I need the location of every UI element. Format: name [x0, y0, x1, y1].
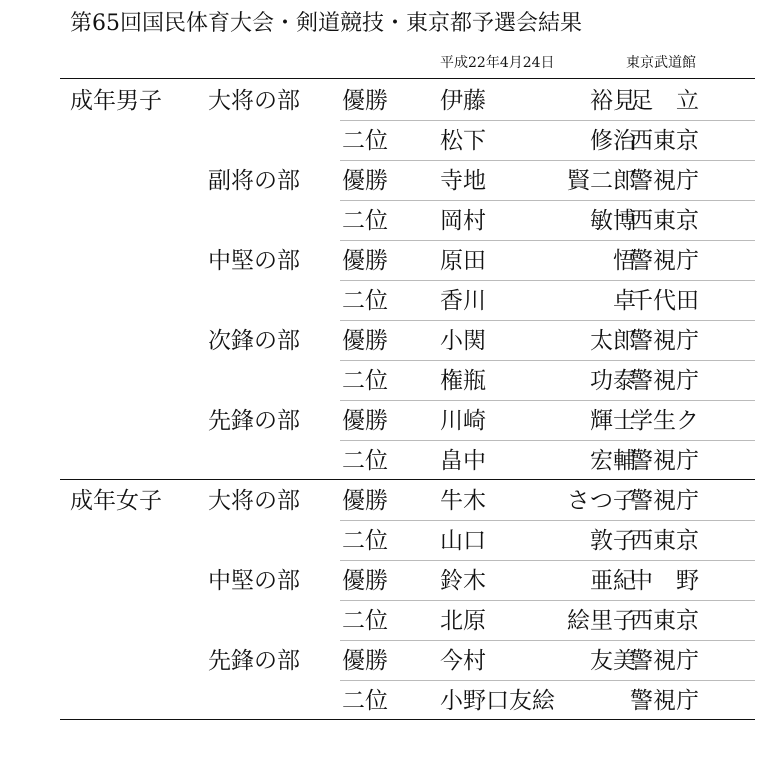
division-label: 副将の部 [208, 168, 300, 194]
result-row [0, 321, 760, 361]
athlete-surname: 権瓶 [440, 368, 486, 394]
athlete-name [440, 281, 636, 321]
athlete-given-name: 絵里子 [567, 608, 636, 634]
team-label: 警視庁 [630, 248, 699, 274]
athlete-name [440, 521, 636, 561]
athlete-given-name: 賢二郎 [567, 168, 636, 194]
athlete-name [440, 121, 636, 161]
athlete-name [440, 641, 636, 681]
division-label: 大将の部 [208, 88, 300, 114]
top-rule [60, 78, 755, 79]
athlete-surname: 寺地 [440, 168, 486, 194]
result-row [0, 81, 760, 121]
athlete-surname: 小野口友絵 [440, 688, 555, 714]
document-title: 第65回国民体育大会・剣道競技・東京都予選会結果 [70, 11, 582, 36]
athlete-name [440, 201, 636, 241]
rank-label: 二位 [342, 608, 388, 634]
category-label: 成年男子 [70, 88, 162, 114]
athlete-name [440, 361, 636, 401]
athlete-surname: 川崎 [440, 408, 486, 434]
athlete-given-name: さつ子 [567, 488, 636, 514]
result-row [0, 161, 760, 201]
rank-label: 優勝 [342, 408, 388, 434]
division-label: 大将の部 [208, 488, 300, 514]
team-label: 警視庁 [630, 488, 699, 514]
division-label: 先鋒の部 [208, 648, 300, 674]
result-row [0, 241, 760, 281]
team-label: 西東京 [630, 608, 699, 634]
division-label: 中堅の部 [208, 248, 300, 274]
athlete-given-name: 友美 [590, 648, 636, 674]
rank-label: 二位 [342, 448, 388, 474]
team-label: 中 野 [630, 568, 699, 594]
result-row [0, 641, 760, 681]
team-label: 警視庁 [630, 168, 699, 194]
team-label: 西東京 [630, 208, 699, 234]
rank-label: 優勝 [342, 248, 388, 274]
rank-label: 二位 [342, 128, 388, 154]
athlete-name [440, 481, 636, 521]
rank-label: 二位 [342, 688, 388, 714]
athlete-name [440, 81, 636, 121]
result-row [0, 281, 760, 321]
athlete-surname: 鈴木 [440, 568, 486, 594]
rank-label: 優勝 [342, 168, 388, 194]
team-label: 西東京 [630, 528, 699, 554]
athlete-given-name: 功泰 [590, 368, 636, 394]
rank-label: 優勝 [342, 88, 388, 114]
athlete-name [440, 601, 636, 641]
athlete-surname: 原田 [440, 248, 486, 274]
athlete-name [440, 441, 636, 481]
athlete-given-name: 亜紀 [590, 568, 636, 594]
category-label: 成年女子 [70, 488, 162, 514]
team-label: 警視庁 [630, 328, 699, 354]
athlete-surname: 今村 [440, 648, 486, 674]
athlete-surname: 岡村 [440, 208, 486, 234]
athlete-given-name: 敏博 [590, 208, 636, 234]
division-label: 中堅の部 [208, 568, 300, 594]
result-row [0, 521, 760, 561]
athlete-name [440, 681, 555, 721]
rank-label: 優勝 [342, 648, 388, 674]
rank-label: 二位 [342, 208, 388, 234]
result-row [0, 121, 760, 161]
athlete-given-name: 悟 [613, 248, 636, 274]
rank-label: 優勝 [342, 328, 388, 354]
team-label: 警視庁 [630, 688, 699, 714]
team-label: 千代田 [630, 288, 699, 314]
event-venue: 東京武道館 [626, 55, 696, 71]
athlete-surname: 松下 [440, 128, 486, 154]
team-label: 警視庁 [630, 368, 699, 394]
division-label: 次鋒の部 [208, 328, 300, 354]
rank-label: 二位 [342, 368, 388, 394]
athlete-name [440, 401, 636, 441]
team-label: 警視庁 [630, 648, 699, 674]
result-row [0, 401, 760, 441]
athlete-given-name: 敦子 [590, 528, 636, 554]
athlete-name [440, 321, 636, 361]
athlete-given-name: 修治 [590, 128, 636, 154]
athlete-surname: 小関 [440, 328, 486, 354]
result-row [0, 681, 760, 721]
athlete-given-name: 宏輔 [590, 448, 636, 474]
result-row [0, 201, 760, 241]
athlete-name [440, 161, 636, 201]
result-row [0, 441, 760, 481]
rank-label: 二位 [342, 528, 388, 554]
athlete-given-name: 卓 [613, 288, 636, 314]
event-date: 平成22年4月24日 [440, 55, 555, 71]
athlete-given-name: 輝士 [590, 408, 636, 434]
athlete-surname: 山口 [440, 528, 486, 554]
athlete-given-name: 裕見 [590, 88, 636, 114]
result-row [0, 481, 760, 521]
athlete-surname: 香川 [440, 288, 486, 314]
athlete-surname: 伊藤 [440, 88, 486, 114]
athlete-given-name: 太郎 [590, 328, 636, 354]
team-label: 学生ク [630, 408, 699, 434]
athlete-surname: 北原 [440, 608, 486, 634]
division-label: 先鋒の部 [208, 408, 300, 434]
athlete-surname: 牛木 [440, 488, 486, 514]
result-row [0, 561, 760, 601]
athlete-name [440, 241, 636, 281]
athlete-name [440, 561, 636, 601]
team-label: 警視庁 [630, 448, 699, 474]
result-row [0, 361, 760, 401]
result-row [0, 601, 760, 641]
athlete-surname: 畠中 [440, 448, 486, 474]
team-label: 西東京 [630, 128, 699, 154]
rank-label: 優勝 [342, 568, 388, 594]
rank-label: 二位 [342, 288, 388, 314]
rank-label: 優勝 [342, 488, 388, 514]
team-label: 足 立 [630, 88, 699, 114]
